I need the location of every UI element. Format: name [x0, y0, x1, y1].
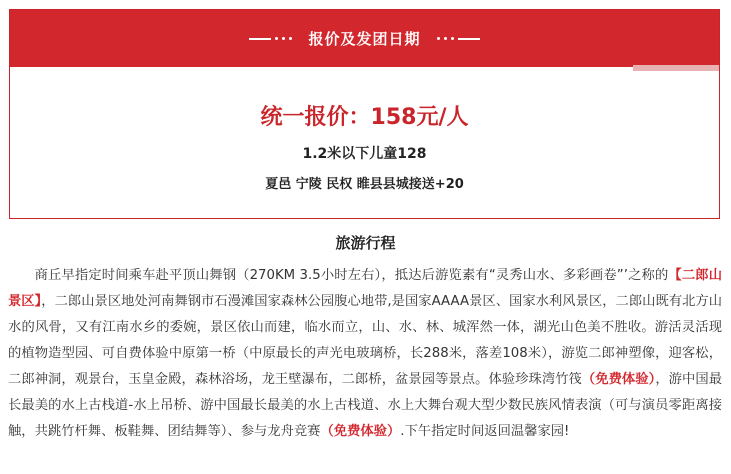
free-experience-badge-2: （免费体验）: [320, 424, 401, 439]
scenic-area-name: 【二郎山景区】: [8, 268, 722, 309]
itinerary-activities: ，游中国最长最美的水上古栈道-水上吊桥、游中国最长最美的水上古栈道、水上大舞台观大型少数民族风情表演（可与演员零距离接触，共跳竹杆舞、板鞋舞、团结舞等）、参与龙舟竞赛: [8, 372, 723, 439]
banner-left-decoration: [247, 37, 294, 40]
itinerary-intro: 商丘早指定时间乘车赴平顶山舞钢（270KM 3.5小时左右），抵达后游览素有“灵秀山水、多彩画卷”’之称的: [34, 268, 669, 283]
price-box: [9, 9, 720, 219]
banner-title: 报价及发团日期: [308, 30, 421, 48]
itinerary-return: .下午指定时间返回温馨家园!: [400, 424, 570, 439]
itinerary-title: 旅游行程: [335, 234, 396, 252]
pickup-surcharge: 夏邑 宁陵 民权 睢县县城接送+20: [265, 177, 464, 192]
child-price: 1.2米以下儿童128: [302, 146, 427, 162]
itinerary-description: ，二郎山景区地处河南舞钢市石漫滩国家森林公园腹心地带,是国家AAAA景区、国家水利风景区，二郎山既有北方山水的风骨，又有江南水乡的委婉，景区依山而建，临水而立，山、水、林、城浑然一体，湖光山色美不胜收。游活灵活现的植物造型园、可自费体验中原第一桥（中原最长的声光电玻璃桥，长288米，落差108米），游览二郎神塑像，迎客松，二郎神洞，观景台，玉皇金殿，森林浴场，龙王壁瀑布，二郎桥，盆景园等景点。体验珍珠湾竹筏: [8, 294, 722, 387]
banner-accent-bar: [633, 65, 719, 71]
price-banner: [10, 10, 719, 67]
itinerary-text: [8, 263, 722, 445]
unified-price: 统一报价：158元/人: [260, 105, 469, 130]
banner-right-decoration: [435, 37, 482, 40]
free-experience-badge: （免费体验）: [581, 372, 656, 387]
